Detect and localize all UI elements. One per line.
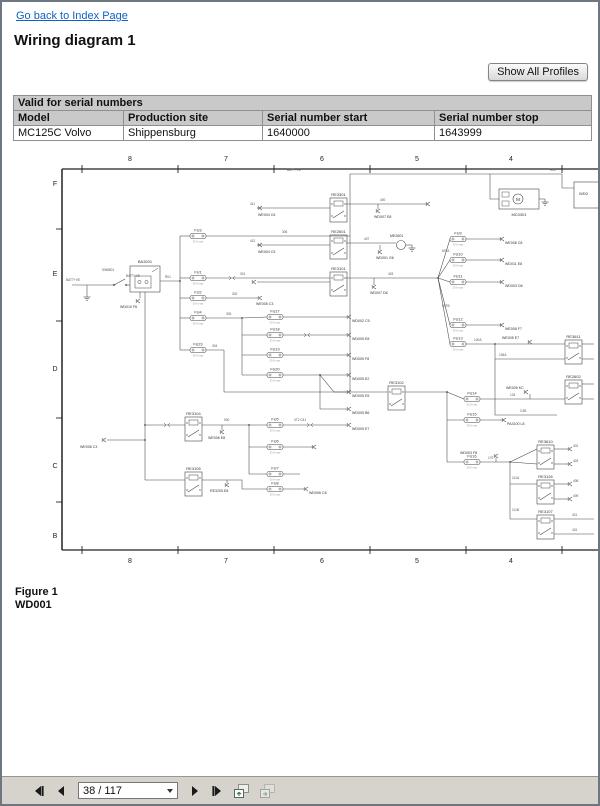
svg-text:100A: 100A [474, 338, 482, 342]
svg-text:RE2601: RE2601 [331, 229, 346, 234]
svg-text:WD005 E5: WD005 E5 [352, 394, 370, 398]
svg-text:BATT+VE: BATT+VE [126, 274, 141, 278]
svg-text:408: 408 [573, 479, 579, 483]
previous-page-icon [54, 784, 68, 798]
svg-text:FU10: FU10 [453, 252, 463, 257]
svg-text:WD005 E2: WD005 E2 [352, 377, 370, 381]
svg-text:400: 400 [380, 198, 386, 202]
last-page-button[interactable] [208, 782, 226, 800]
svg-text:30 A max: 30 A max [269, 429, 281, 433]
page-number-combobox[interactable] [78, 782, 178, 799]
figure-caption-line: Figure 1 [15, 586, 58, 598]
svg-text:30 A max: 30 A max [269, 493, 281, 497]
svg-text:FU17: FU17 [270, 309, 280, 314]
svg-text:402: 402 [573, 444, 579, 448]
svg-text:B: B [52, 533, 58, 540]
svg-text:RE3610: RE3610 [538, 439, 553, 444]
svg-text:BA3201: BA3201 [137, 259, 153, 264]
detach-window-icon [259, 783, 276, 799]
svg-text:E: E [52, 271, 58, 278]
page-indicator: 38 / 117 [83, 784, 122, 797]
svg-text:FU5: FU5 [271, 417, 279, 422]
svg-text:30 A max: 30 A max [192, 302, 204, 306]
svg-text:4: 4 [509, 558, 513, 565]
next-page-icon [188, 784, 202, 798]
svg-text:WE004 C6: WE004 C6 [258, 213, 276, 217]
svg-text:30 A max: 30 A max [269, 379, 281, 383]
diagram-wire-labels [66, 168, 579, 532]
svg-text:RE3104: RE3104 [186, 411, 201, 416]
svg-text:WE004 C5: WE004 C5 [258, 250, 276, 254]
svg-text:7: 7 [224, 156, 228, 163]
svg-text:30 A max: 30 A max [192, 354, 204, 358]
previous-page-button[interactable] [52, 782, 70, 800]
svg-text:30 A max: 30 A max [452, 243, 464, 247]
svg-text:30 A max: 30 A max [192, 282, 204, 286]
svg-text:WE006 C3: WE006 C3 [80, 445, 98, 449]
svg-text:WE008 C8: WE008 C8 [505, 241, 523, 245]
svg-text:304: 304 [212, 344, 218, 348]
svg-text:RE3126: RE3126 [538, 474, 553, 479]
svg-text:7: 7 [224, 558, 228, 565]
diagram-frame [52, 156, 598, 565]
svg-text:30 A max: 30 A max [466, 403, 478, 407]
diagram-relays [185, 192, 582, 539]
svg-text:30 A max: 30 A max [192, 240, 204, 244]
svg-text:WD005 F8: WD005 F8 [352, 357, 370, 361]
svg-text:WD005 E8: WD005 E8 [352, 337, 370, 341]
svg-text:30 A max: 30 A max [466, 424, 478, 428]
svg-text:PA3100 L8: PA3100 L8 [507, 422, 525, 426]
table-column-header: Production site [124, 111, 263, 126]
svg-text:RE3105: RE3105 [186, 466, 201, 471]
svg-text:WD007 D8: WD007 D8 [370, 291, 388, 295]
svg-text:RE3611: RE3611 [566, 334, 581, 339]
table-cell: Shippensburg [124, 126, 263, 141]
svg-text:RE2602: RE2602 [566, 374, 581, 379]
svg-text:301: 301 [240, 272, 246, 276]
svg-text:M: M [516, 197, 520, 202]
svg-text:303: 303 [226, 312, 232, 316]
svg-text:WD010 F6: WD010 F6 [120, 305, 138, 309]
table-column-header: Model [14, 111, 124, 126]
svg-text:FU23: FU23 [193, 342, 203, 347]
svg-text:403: 403 [573, 459, 579, 463]
svg-text:BATT+VE: BATT+VE [287, 168, 302, 172]
svg-text:FU19: FU19 [270, 347, 280, 352]
svg-text:30 A max: 30 A max [452, 286, 464, 290]
svg-text:BATT+VE: BATT+VE [66, 278, 81, 282]
svg-text:8: 8 [128, 558, 132, 565]
svg-text:WE005 KC: WE005 KC [506, 386, 524, 390]
detach-window-button[interactable] [257, 782, 277, 800]
svg-text:RE3205 E8: RE3205 E8 [210, 489, 229, 493]
svg-text:FU16: FU16 [467, 454, 477, 459]
diagram-connectors [80, 202, 572, 501]
svg-text:WE006 E8: WE006 E8 [208, 436, 226, 440]
show-all-profiles-button[interactable]: Show All Profiles [488, 63, 588, 81]
svg-text:5: 5 [415, 558, 419, 565]
svg-text:WD011 E8: WD011 E8 [505, 262, 523, 266]
svg-text:R02: R02 [550, 168, 556, 172]
table-cell: 1640000 [263, 126, 435, 141]
page-content [2, 2, 598, 776]
svg-text:409: 409 [573, 494, 579, 498]
svg-text:302: 302 [232, 292, 238, 296]
svg-text:WE005 C3: WE005 C3 [256, 302, 274, 306]
svg-text:RE3301: RE3301 [331, 192, 346, 197]
svg-text:C: C [52, 463, 58, 470]
svg-text:170: 170 [488, 456, 494, 460]
svg-text:RE3101: RE3101 [331, 266, 346, 271]
svg-text:30 A max: 30 A max [269, 359, 281, 363]
svg-text:F: F [52, 181, 58, 188]
svg-text:FU18: FU18 [270, 327, 280, 332]
svg-text:FU13: FU13 [453, 336, 463, 341]
table-row [14, 126, 592, 141]
table-column-header: Serial number stop [435, 111, 592, 126]
diagram-wires [72, 174, 594, 534]
svg-text:6: 6 [320, 558, 324, 565]
table-cell: 1643999 [435, 126, 592, 141]
svg-text:30 A max: 30 A max [269, 451, 281, 455]
svg-text:MC0301: MC0301 [511, 212, 527, 217]
figure-code: WD001 [15, 599, 52, 611]
svg-text:FU14: FU14 [467, 391, 477, 396]
svg-text:6: 6 [320, 156, 324, 163]
page-title: Wiring diagram 1 [14, 32, 136, 49]
svg-text:30 A max: 30 A max [269, 339, 281, 343]
svg-text:106A: 106A [499, 353, 507, 357]
svg-text:30 A max: 30 A max [466, 466, 478, 470]
figure-caption [15, 586, 58, 612]
svg-text:407: 407 [364, 237, 370, 241]
svg-text:403: 403 [388, 272, 394, 276]
svg-text:WD005 E7: WD005 E7 [352, 427, 370, 431]
svg-text:30 A max: 30 A max [269, 478, 281, 482]
svg-text:FU8: FU8 [271, 481, 279, 486]
first-page-icon [32, 784, 46, 798]
svg-text:FU3: FU3 [194, 228, 202, 233]
next-page-button[interactable] [186, 782, 204, 800]
svg-text:412: 412 [250, 239, 256, 243]
svg-text:FU2: FU2 [194, 290, 202, 295]
svg-text:FU12: FU12 [453, 317, 463, 322]
svg-text:ME2601: ME2601 [390, 234, 404, 238]
svg-text:D: D [52, 366, 58, 373]
svg-text:134: 134 [510, 393, 516, 397]
svg-text:8: 8 [128, 156, 132, 163]
svg-text:111A: 111A [512, 476, 519, 480]
serial-numbers-table [13, 95, 592, 141]
svg-text:WD003 D6: WD003 D6 [505, 284, 523, 288]
last-page-icon [210, 784, 224, 798]
open-in-window-button[interactable] [231, 782, 251, 800]
svg-text:WD003 F8: WD003 F8 [460, 451, 478, 455]
svg-text:FU20: FU20 [270, 367, 280, 372]
page-navigation-toolbar [2, 776, 598, 804]
svg-text:30 A max: 30 A max [192, 322, 204, 326]
svg-text:WD0: WD0 [579, 191, 588, 196]
svg-text:431: 431 [572, 528, 578, 532]
svg-text:30 A max: 30 A max [452, 348, 464, 352]
table-cell: MC125C Volvo [14, 126, 124, 141]
svg-text:RE3102: RE3102 [389, 380, 404, 385]
svg-text:FU1: FU1 [194, 270, 202, 275]
table-title: Valid for serial numbers [14, 96, 592, 111]
svg-text:WE005 E7: WE005 E7 [502, 336, 520, 340]
svg-text:111B: 111B [512, 508, 519, 512]
svg-text:FU15: FU15 [467, 412, 477, 417]
svg-text:WE008 F7: WE008 F7 [505, 327, 522, 331]
svg-text:WD006 C8: WD006 C8 [309, 491, 327, 495]
open-in-window-icon [233, 783, 250, 799]
svg-text:30 A max: 30 A max [269, 321, 281, 325]
svg-text:WD002 C5: WD002 C5 [352, 319, 370, 323]
svg-text:SW8501: SW8501 [102, 268, 115, 272]
svg-text:60TA: 60TA [442, 249, 450, 253]
table-column-header: Serial number start [263, 111, 435, 126]
svg-text:R01: R01 [165, 275, 171, 279]
svg-text:FU11: FU11 [453, 274, 463, 279]
wiring-diagram [2, 150, 598, 575]
svg-text:WD001 G6: WD001 G6 [376, 256, 394, 260]
svg-text:WD007 E8: WD007 E8 [374, 215, 392, 219]
svg-text:421: 421 [572, 513, 578, 517]
svg-text:30 A max: 30 A max [452, 329, 464, 333]
combobox-caret-icon [167, 789, 173, 793]
svg-text:5: 5 [415, 156, 419, 163]
svg-text:C4B: C4B [520, 409, 527, 413]
svg-text:FU4: FU4 [194, 310, 202, 315]
svg-text:411: 411 [250, 202, 256, 206]
back-to-index-link[interactable]: Go back to Index Page [16, 10, 128, 22]
svg-text:30 A max: 30 A max [452, 264, 464, 268]
svg-text:FU7: FU7 [271, 466, 279, 471]
first-page-button[interactable] [30, 782, 48, 800]
svg-text:60TB: 60TB [442, 304, 450, 308]
svg-text:500: 500 [224, 418, 230, 422]
svg-text:4: 4 [509, 156, 513, 163]
svg-text:4T2 C41: 4T2 C41 [294, 418, 307, 422]
svg-text:WD005 B6: WD005 B6 [352, 411, 370, 415]
svg-text:FU6: FU6 [271, 439, 279, 444]
svg-text:RE3107: RE3107 [538, 509, 553, 514]
svg-text:306: 306 [282, 230, 288, 234]
svg-text:FU9: FU9 [454, 231, 462, 236]
